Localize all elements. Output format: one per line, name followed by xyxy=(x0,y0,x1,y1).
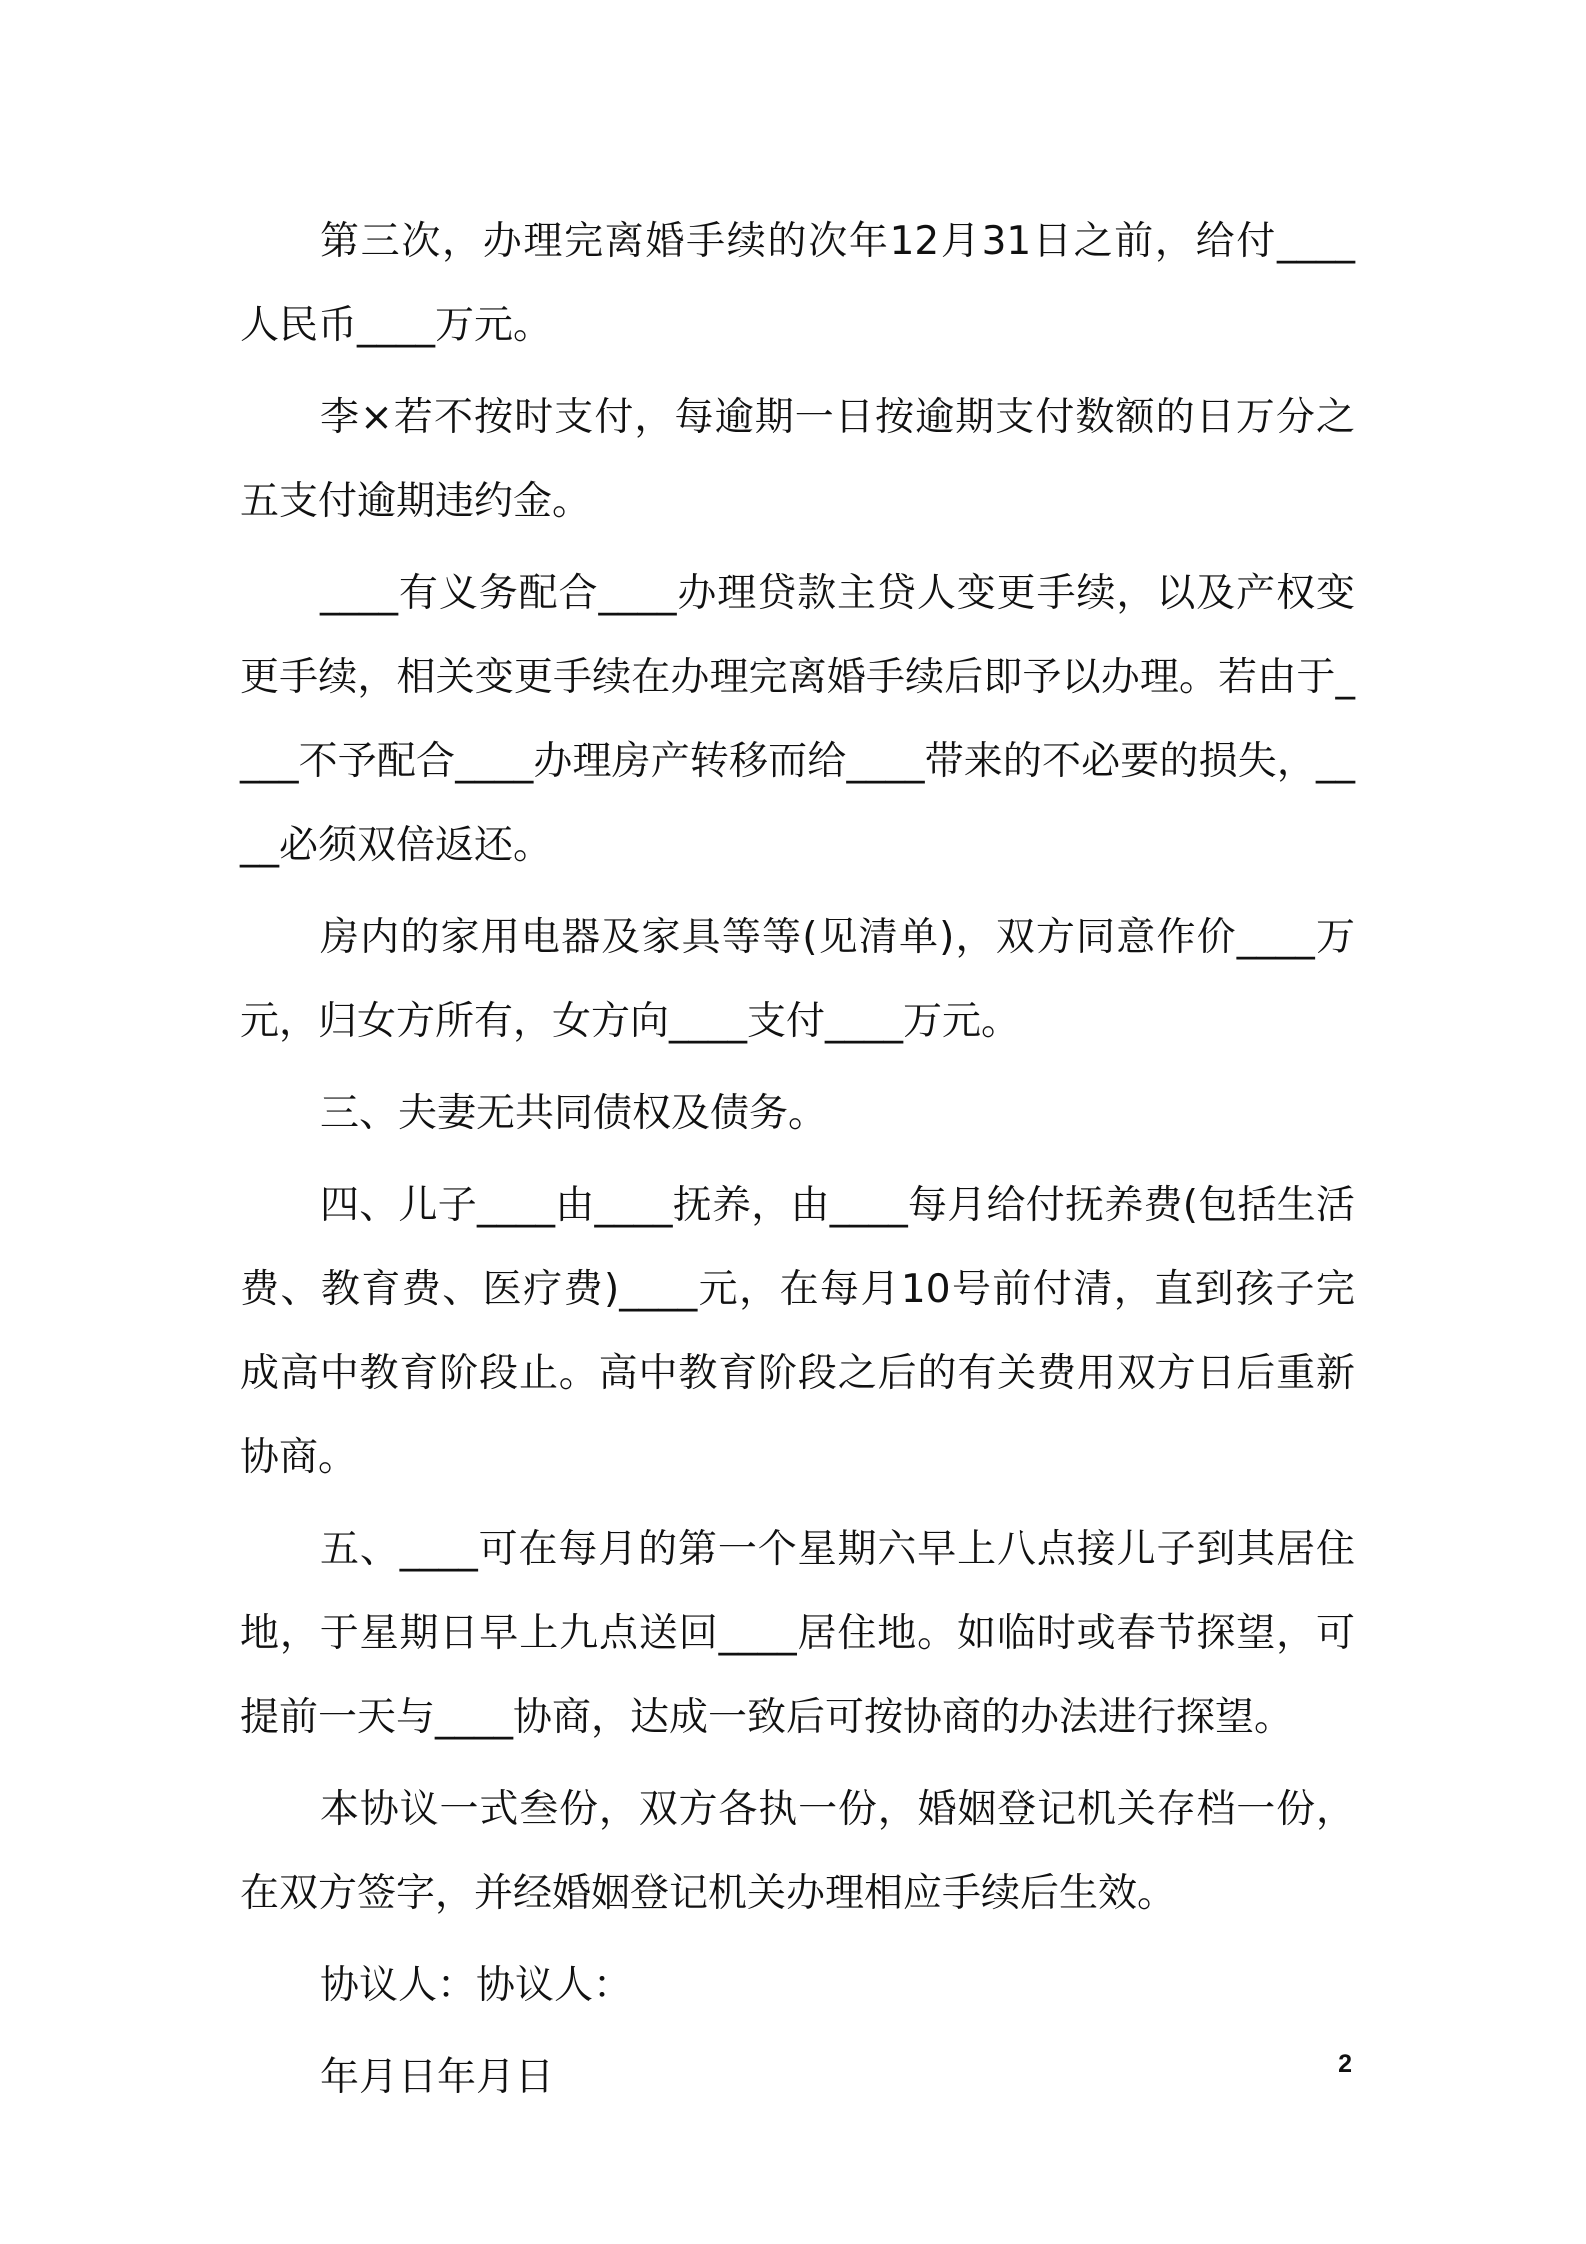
page-number: 2 xyxy=(1338,2050,1352,2078)
paragraph-late-penalty: 李×若不按时支付，每逾期一日按逾期支付数额的日万分之五支付逾期违约金。 xyxy=(240,395,1355,524)
date-line: 年月日年月日 xyxy=(320,2055,555,2100)
paragraph-appliances: 房内的家用电器及家具等等(见清单)，双方同意作价____万元，归女方所有，女方向____支付____万元。 xyxy=(240,915,1355,1044)
paragraph-third-payment: 第三次，办理完离婚手续的次年12月31日之前，给付____人民币____万元。 xyxy=(240,219,1355,348)
signature-line: 协议人：协议人： xyxy=(320,1963,633,2008)
paragraph-copies: 本协议一式叁份，双方各执一份，婚姻登记机关存档一份，在双方签字，并经婚姻登记机关办理相应手续后生效。 xyxy=(240,1787,1355,1916)
paragraph-no-debts: 三、夫妻无共同债权及债务。 xyxy=(320,1091,828,1136)
paragraph-visitation: 五、____可在每月的第一个星期六早上八点接儿子到其居住地，于星期日早上九点送回____居住地。如临时或春节探望，可提前一天与____协商，达成一致后可按协商的办法进行探望。 xyxy=(240,1527,1355,1740)
paragraph-loan-transfer: ____有义务配合____办理贷款主贷人变更手续，以及产权变更手续，相关变更手续在办理完离婚手续后即予以办理。若由于____不予配合____办理房产转移而给____带来的不必要的损失，____必须双倍返还。 xyxy=(240,571,1355,868)
paragraph-child-support: 四、儿子____由____抚养，由____每月给付抚养费(包括生活费、教育费、医疗费)____元，在每月10号前付清，直到孩子完成高中教育阶段止。高中教育阶段之后的有关费用双方日后重新协商。 xyxy=(240,1183,1355,1480)
document-body xyxy=(240,200,1355,2128)
